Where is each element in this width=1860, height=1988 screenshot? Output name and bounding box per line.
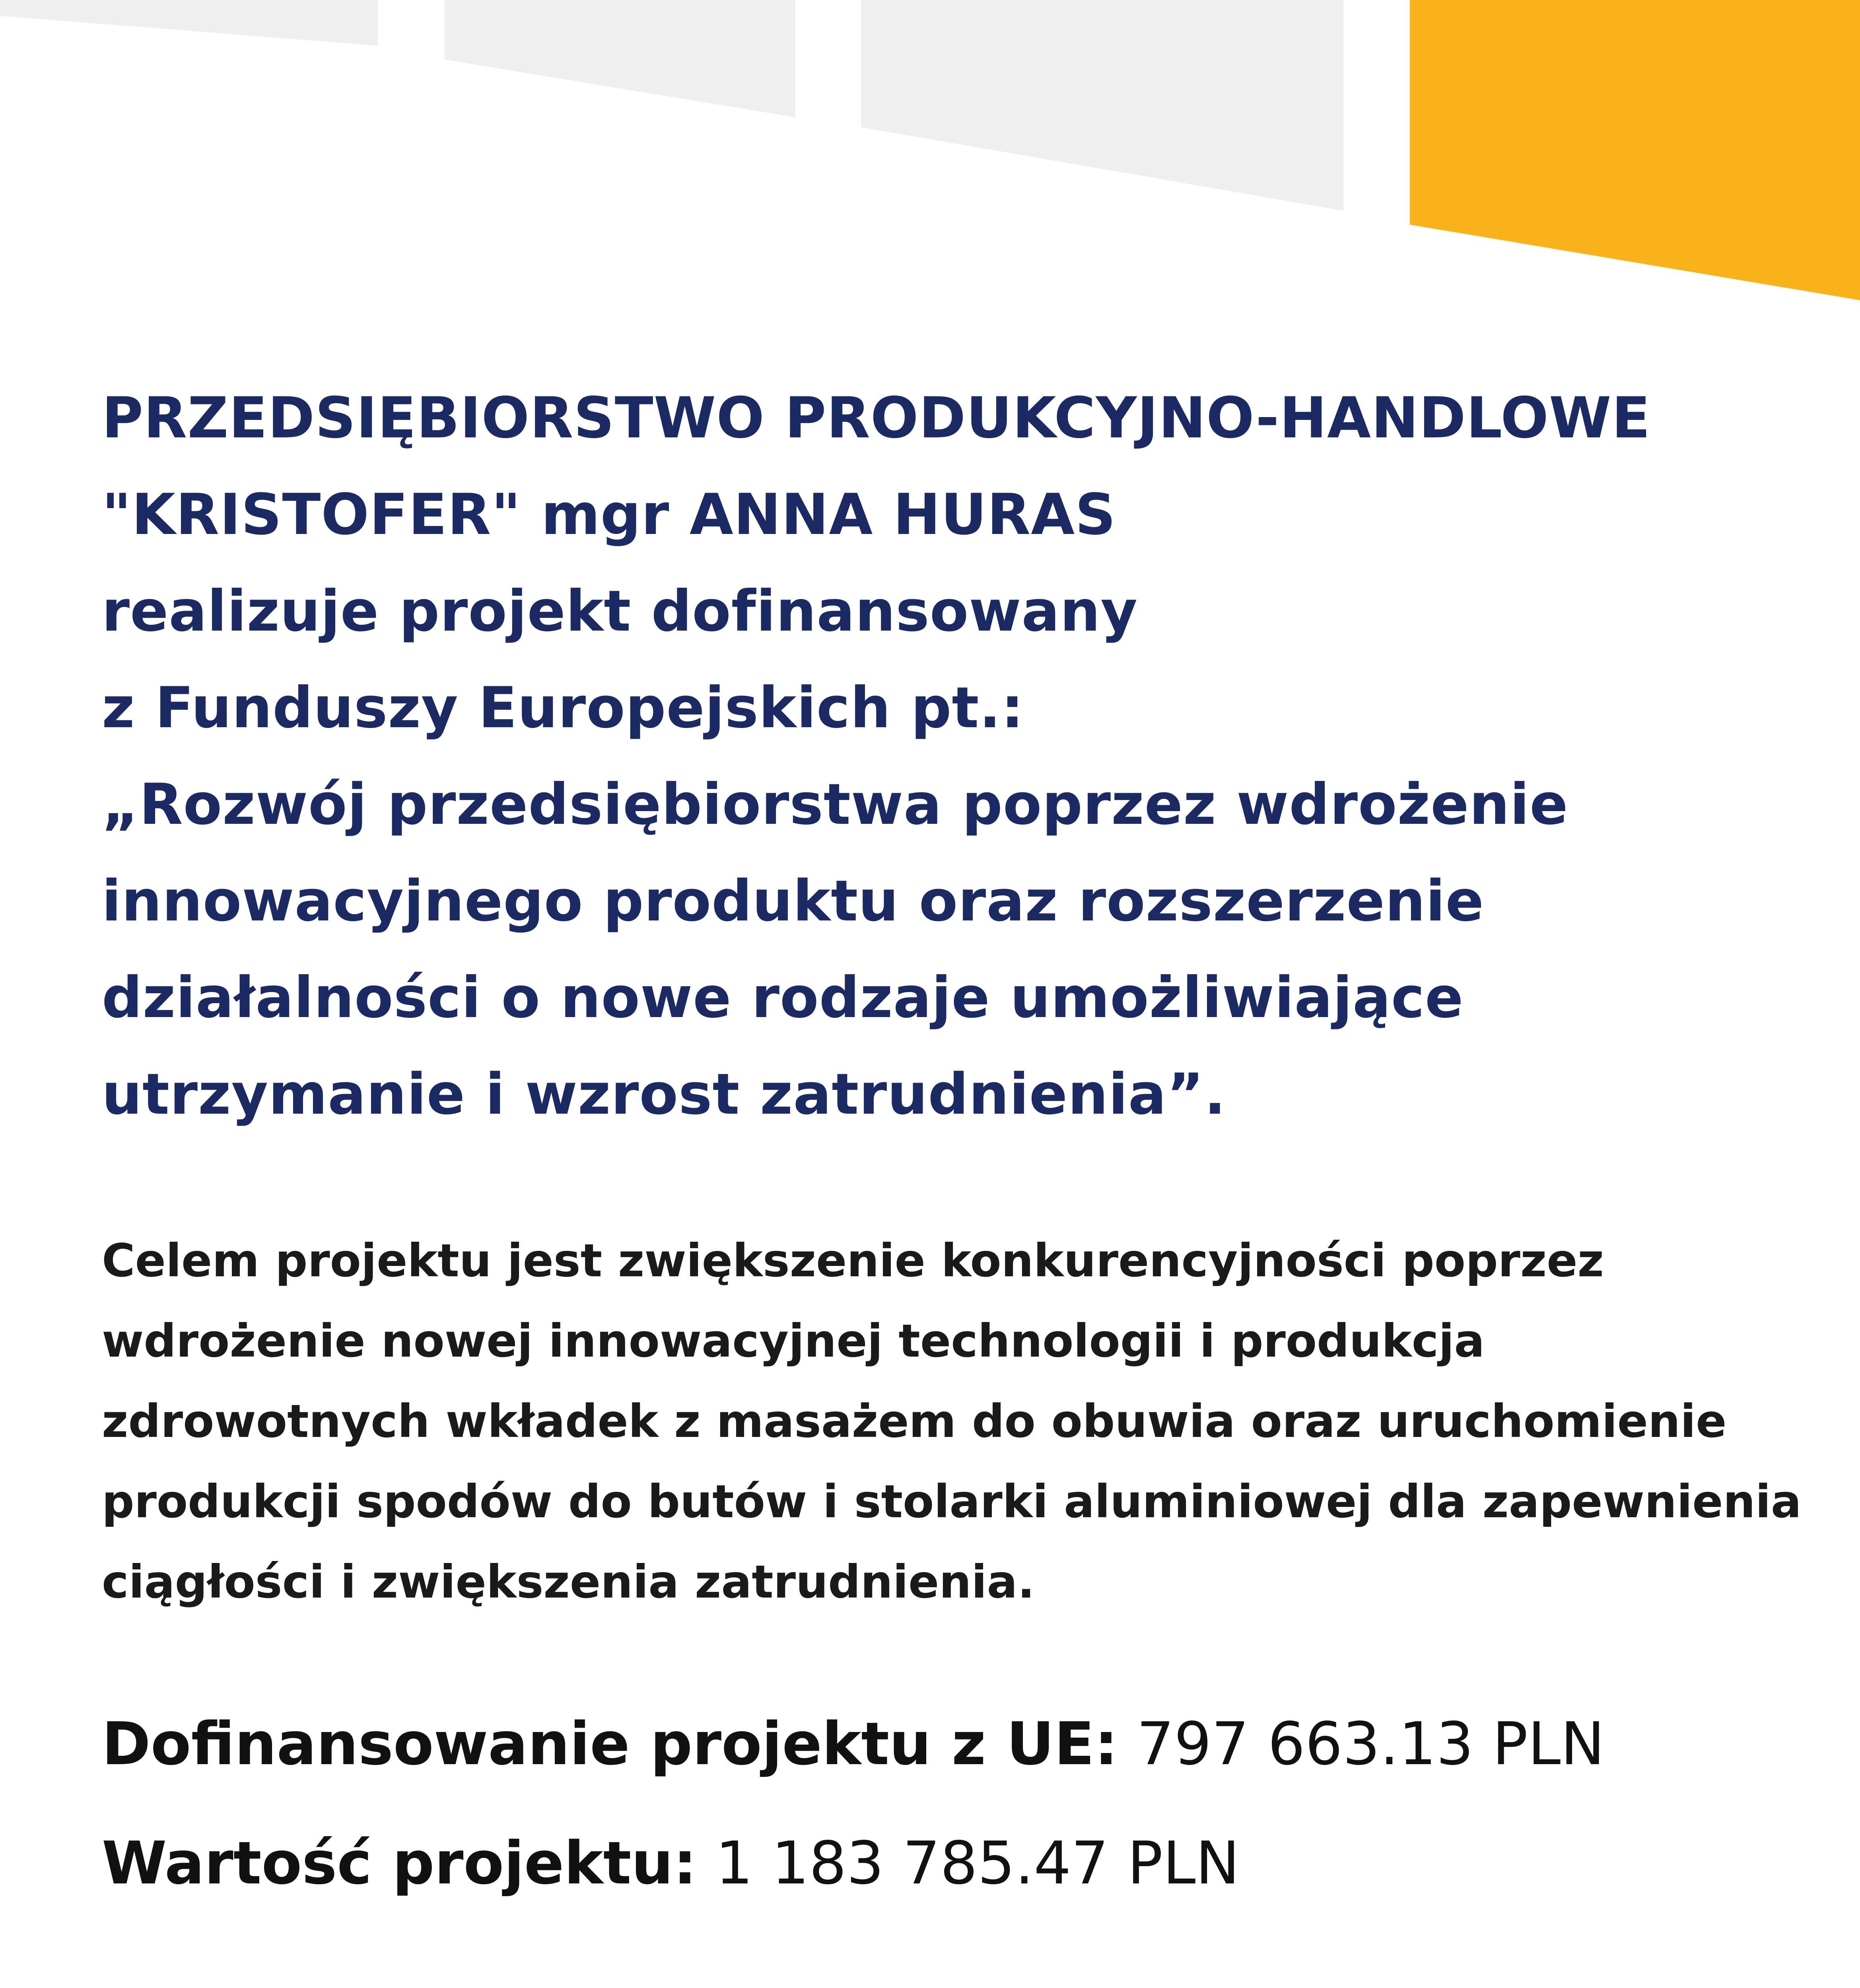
deco-gray-shape-1 <box>0 0 378 46</box>
description-line: Celem projektu jest zwiększenie konkurencyjności poprzez <box>102 1234 1604 1287</box>
top-decoration <box>0 0 1860 318</box>
heading-line: realizuje projekt dofinansowany <box>102 579 1138 644</box>
heading-line: „Rozwój przedsiębiorstwa poprzez wdrożenie <box>102 772 1568 837</box>
heading-line: utrzymanie i wzrost zatrudnienia”. <box>102 1062 1226 1127</box>
project-value-amount: 1 183 785.47 PLN <box>715 1829 1240 1897</box>
heading-line: PRZEDSIĘBIORSTWO PRODUKCYJNO-HANDLOWE <box>102 385 1651 451</box>
heading-line: innowacyjnego produktu oraz rozszerzenie <box>102 868 1484 934</box>
project-value-label: Wartość projektu: <box>102 1829 697 1897</box>
deco-gray-shape-2 <box>445 0 795 117</box>
heading-line: "KRISTOFER" mgr ANNA HURAS <box>102 482 1116 547</box>
eu-funding-value: 797 663.13 PLN <box>1137 1710 1605 1778</box>
deco-orange-shape <box>1410 0 1860 300</box>
project-heading <box>102 370 1653 1143</box>
project-value <box>102 1829 1693 1897</box>
heading-line: z Funduszy Europejskich pt.: <box>102 675 1024 741</box>
description-line: ciągłości i zwiększenia zatrudnienia. <box>102 1555 1035 1608</box>
description-line: zdrowotnych wkładek z masażem do obuwia oraz uruchomienie <box>102 1395 1727 1448</box>
project-description <box>102 1221 1802 1622</box>
eu-funding-label: Dofinansowanie projektu z UE: <box>102 1710 1118 1778</box>
deco-gray-shape-3 <box>861 0 1343 211</box>
description-line: wdrożenie nowej innowacyjnej technologii i produkcja <box>102 1314 1485 1367</box>
description-line: produkcji spodów do butów i stolarki aluminiowej dla zapewnienia <box>102 1475 1802 1528</box>
heading-line: działalności o nowe rodzaje umożliwiające <box>102 965 1464 1031</box>
eu-funding <box>102 1710 1693 1778</box>
